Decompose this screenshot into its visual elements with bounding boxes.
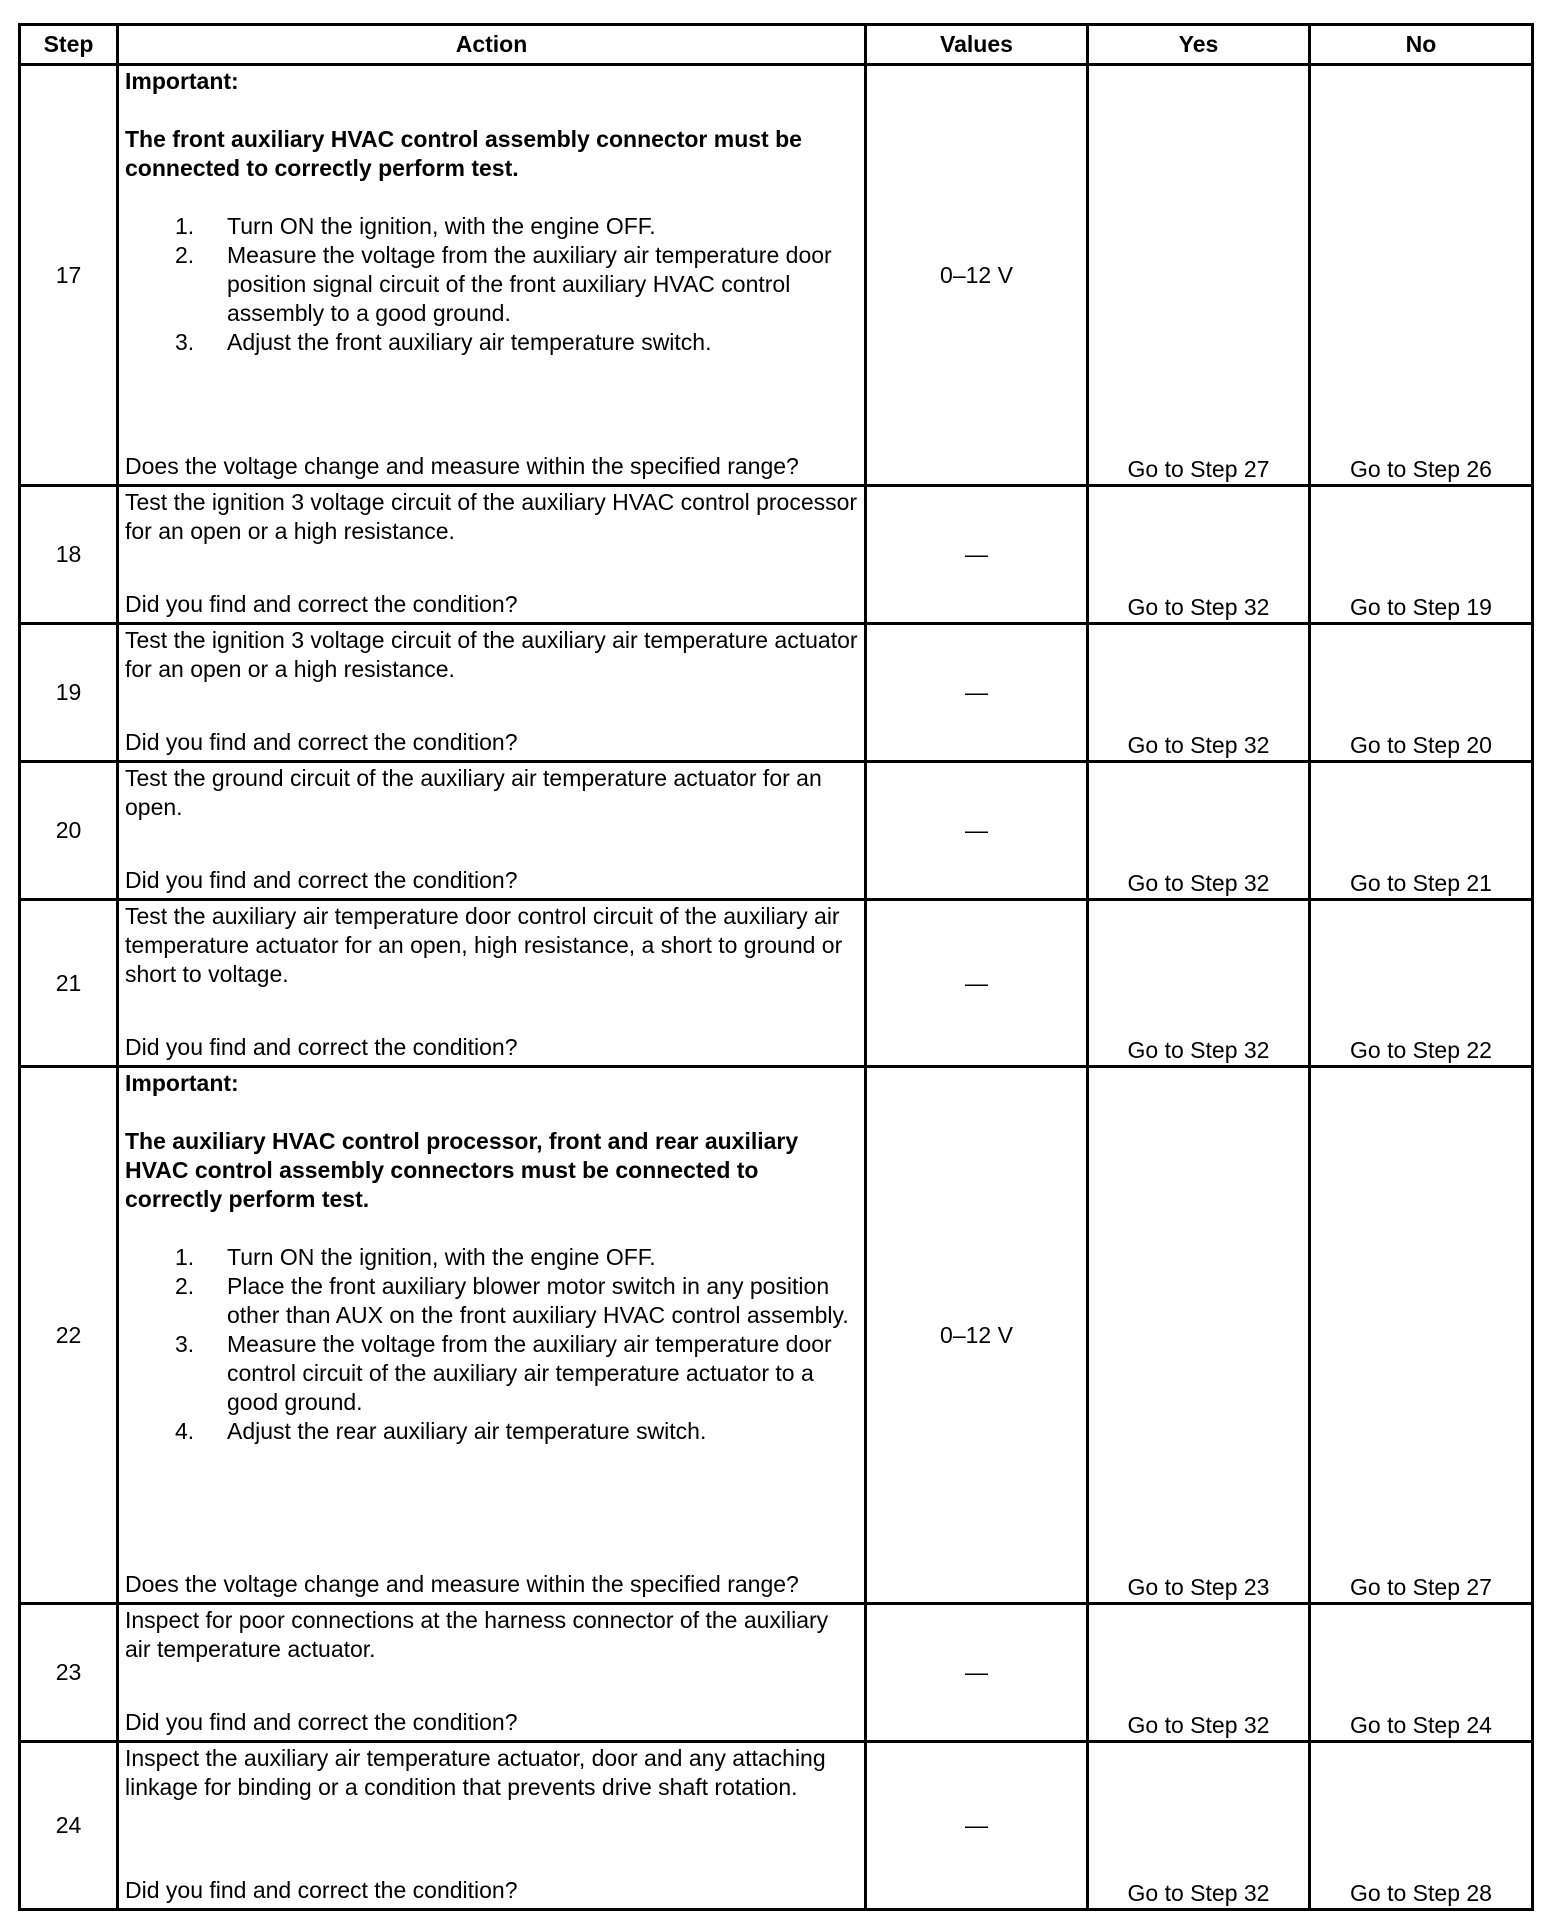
list-item: 2. Place the front auxiliary blower motor switch in any position other than AUX on the front auxiliary HVAC control assembly. <box>175 1273 849 1328</box>
no-cell: Go to Step 20 <box>1310 624 1533 762</box>
header-action: Action <box>118 25 866 65</box>
value-cell: — <box>866 1742 1088 1910</box>
yes-cell: Go to Step 27 <box>1088 65 1310 486</box>
no-cell: Go to Step 27 <box>1310 1067 1533 1604</box>
action-cell <box>118 762 866 900</box>
value-cell: — <box>866 762 1088 900</box>
diagnostic-table <box>18 23 1534 1911</box>
table-row <box>20 65 1533 486</box>
step-number: 20 <box>20 762 118 900</box>
action-question: Does the voltage change and measure within the specified range? <box>125 453 799 479</box>
header-row <box>20 25 1533 65</box>
value-cell: — <box>866 486 1088 624</box>
table-row <box>20 900 1533 1067</box>
action-question: Did you find and correct the condition? <box>125 1877 518 1903</box>
table-row <box>20 762 1533 900</box>
yes-cell: Go to Step 32 <box>1088 762 1310 900</box>
action-cell <box>118 1604 866 1742</box>
list-item: 1. Turn ON the ignition, with the engine OFF. <box>175 1244 656 1270</box>
value-cell: — <box>866 1604 1088 1742</box>
action-text: Test the ground circuit of the auxiliary air temperature actuator for an open. <box>125 765 822 820</box>
header-values: Values <box>866 25 1088 65</box>
action-text: Test the ignition 3 voltage circuit of the auxiliary air temperature actuator for an open or a high resistance. <box>125 627 858 682</box>
procedure-list <box>125 212 860 357</box>
action-question: Did you find and correct the condition? <box>125 867 518 893</box>
yes-cell: Go to Step 32 <box>1088 1604 1310 1742</box>
step-number: 17 <box>20 65 118 486</box>
header-yes: Yes <box>1088 25 1310 65</box>
action-question: Did you find and correct the condition? <box>125 591 518 617</box>
step-number: 22 <box>20 1067 118 1604</box>
step-number: 24 <box>20 1742 118 1910</box>
yes-cell: Go to Step 32 <box>1088 1742 1310 1910</box>
no-cell: Go to Step 26 <box>1310 65 1533 486</box>
yes-cell: Go to Step 23 <box>1088 1067 1310 1604</box>
step-number: 18 <box>20 486 118 624</box>
list-item: 1. Turn ON the ignition, with the engine OFF. <box>175 213 656 239</box>
list-item: 3. Adjust the front auxiliary air temperature switch. <box>175 329 712 355</box>
important-label: Important: <box>125 1070 239 1096</box>
list-item: 3. Measure the voltage from the auxiliary air temperature door control circuit of the auxiliary air temperature actuator to a good ground. <box>175 1331 832 1415</box>
important-text: The front auxiliary HVAC control assembly connector must be connected to correctly perform test. <box>125 126 802 181</box>
important-text: The auxiliary HVAC control processor, front and rear auxiliary HVAC control assembly connectors must be connected to correctly perform test. <box>125 1128 799 1212</box>
yes-cell: Go to Step 32 <box>1088 486 1310 624</box>
no-cell: Go to Step 19 <box>1310 486 1533 624</box>
action-cell <box>118 486 866 624</box>
no-cell: Go to Step 28 <box>1310 1742 1533 1910</box>
action-text: Inspect for poor connections at the harness connector of the auxiliary air temperature actuator. <box>125 1607 829 1662</box>
header-no: No <box>1310 25 1533 65</box>
step-number: 23 <box>20 1604 118 1742</box>
yes-cell: Go to Step 32 <box>1088 624 1310 762</box>
action-question: Did you find and correct the condition? <box>125 1034 518 1060</box>
value-cell: 0–12 V <box>866 1067 1088 1604</box>
action-cell <box>118 1742 866 1910</box>
table-row <box>20 1742 1533 1910</box>
step-number: 19 <box>20 624 118 762</box>
no-cell: Go to Step 21 <box>1310 762 1533 900</box>
action-question: Did you find and correct the condition? <box>125 1709 518 1735</box>
value-cell: — <box>866 624 1088 762</box>
action-cell <box>118 65 866 486</box>
table-row <box>20 1067 1533 1604</box>
action-question: Did you find and correct the condition? <box>125 729 518 755</box>
no-cell: Go to Step 22 <box>1310 900 1533 1067</box>
action-text: Inspect the auxiliary air temperature actuator, door and any attaching linkage for binding or a condition that prevents drive shaft rotation. <box>125 1745 826 1800</box>
action-cell <box>118 1067 866 1604</box>
important-label: Important: <box>125 68 239 94</box>
table-row <box>20 1604 1533 1742</box>
procedure-list <box>125 1243 860 1446</box>
list-item: 2. Measure the voltage from the auxiliary air temperature door position signal circuit of the front auxiliary HVAC control assembly to a good ground. <box>175 242 832 326</box>
table-row <box>20 486 1533 624</box>
action-cell <box>118 624 866 762</box>
step-number: 21 <box>20 900 118 1067</box>
header-step: Step <box>20 25 118 65</box>
action-question: Does the voltage change and measure within the specified range? <box>125 1571 799 1597</box>
list-item: 4. Adjust the rear auxiliary air temperature switch. <box>175 1418 707 1444</box>
action-text: Test the auxiliary air temperature door control circuit of the auxiliary air temperature actuator for an open, high resistance, a short to ground or short to voltage. <box>125 903 843 987</box>
action-text: Test the ignition 3 voltage circuit of the auxiliary HVAC control processor for an open or a high resistance. <box>125 489 858 544</box>
action-cell <box>118 900 866 1067</box>
yes-cell: Go to Step 32 <box>1088 900 1310 1067</box>
table-row <box>20 624 1533 762</box>
value-cell: 0–12 V <box>866 65 1088 486</box>
value-cell: — <box>866 900 1088 1067</box>
no-cell: Go to Step 24 <box>1310 1604 1533 1742</box>
